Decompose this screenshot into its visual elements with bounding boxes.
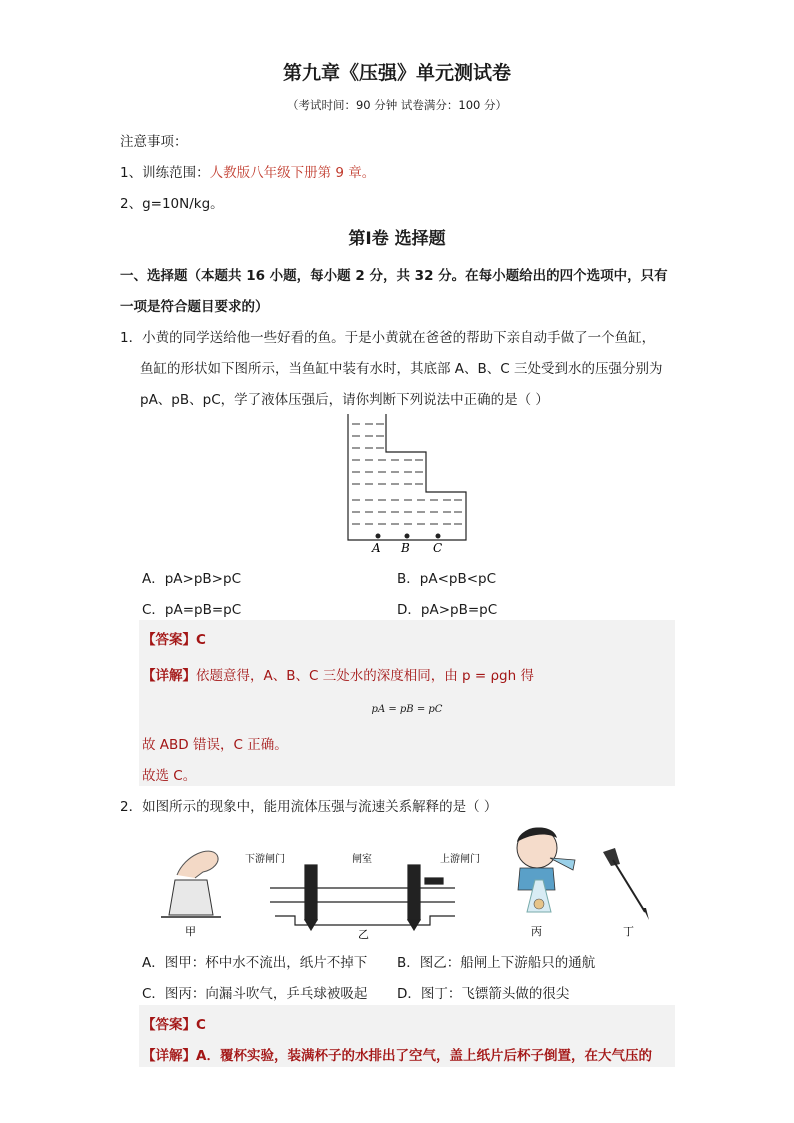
q2-answer-value: C: [196, 1017, 206, 1033]
label-a: A: [372, 541, 381, 555]
q1-detail: [142, 664, 534, 684]
q2-detail: [142, 1044, 652, 1064]
q2-stem: 2．如图所示的现象中，能用流体压强与流速关系解释的是（ ）: [120, 799, 498, 815]
q2-answer-tag: 【答案】: [142, 1017, 196, 1033]
q1-option-c: C．pA=pB=pC: [142, 602, 242, 618]
q2-option-c: C．图丙：向漏斗吹气，乒乓球被吸起: [142, 986, 368, 1002]
q2-detail-tag: 【详解】: [142, 1048, 196, 1064]
q2-answer: [142, 1013, 206, 1033]
notes-item-1: [120, 161, 375, 181]
page-title: 第九章《压强》单元测试卷: [282, 62, 511, 84]
q1-answer-tag: 【答案】: [142, 632, 196, 648]
label-c: C: [433, 541, 443, 555]
exam-info: （考试时间：90 分钟 试卷满分：100 分）: [286, 98, 508, 112]
caption-bing: 丙: [531, 925, 542, 938]
point-b-dot: [405, 534, 410, 539]
notes-item-2: 2、g=10N/kg。: [120, 196, 224, 212]
section-intro-line1: 一、选择题（本题共 16 小题，每小题 2 分，共 32 分。在每小题给出的四个选项中，只有: [120, 268, 668, 284]
notes-heading: 注意事项：: [120, 134, 188, 150]
q1-formula: pA = pB = pC: [371, 704, 443, 715]
section-intro-line2: 一项是符合题目要求的）: [120, 299, 269, 315]
figure-ding-dart: [603, 848, 649, 920]
figure-yi-ship-lock: [270, 865, 455, 930]
q1-answer-box: [139, 620, 675, 786]
q1-stem-line2: 鱼缸的形状如下图所示，当鱼缸中装有水时，其底部 A、B、C 三处受到水的压强分别为: [140, 361, 663, 377]
q1-detail-tag: 【详解】: [142, 668, 196, 684]
q1-option-a: A．pA>pB>pC: [142, 571, 241, 587]
q1-conclusion-2: 故选 C。: [142, 768, 197, 784]
label-lock-chamber: 闸室: [352, 854, 372, 865]
figure-jia-cup: [161, 851, 221, 917]
caption-ding: 丁: [623, 925, 634, 938]
fish-tank-figure: [338, 412, 478, 557]
label-b: B: [401, 541, 410, 555]
caption-yi: 乙: [358, 928, 369, 941]
q2-option-b: B．图乙：船闸上下游船只的通航: [397, 955, 596, 971]
q2-option-a: A．图甲：杯中水不流出，纸片不掉下: [142, 955, 368, 971]
q1-detail-text: 依题意得，A、B、C 三处水的深度相同，由 p = ρgh 得: [196, 668, 534, 684]
caption-jia: 甲: [185, 925, 196, 938]
q1-answer-value: C: [196, 632, 206, 648]
point-c-dot: [436, 534, 441, 539]
notes-item-1-prefix: 1、训练范围：: [120, 165, 210, 181]
notes-item-1-value: 人教版八年级下册第 9 章。: [209, 165, 376, 181]
q2-figures: [155, 820, 655, 945]
section-title: 第Ⅰ卷 选择题: [348, 229, 446, 249]
q2-option-d: D．图丁：飞镖箭头做的很尖: [397, 986, 570, 1002]
q1-option-d: D．pA>pB=pC: [397, 602, 498, 618]
q1-conclusion-1: 故 ABD 错误，C 正确。: [142, 737, 288, 753]
figure-bing-funnel: [517, 827, 575, 912]
q1-stem-line1: 1．小黄的同学送给他一些好看的鱼。于是小黄就在爸爸的帮助下亲自动手做了一个鱼缸，: [120, 330, 656, 346]
q1-answer: [142, 628, 206, 648]
label-downstream-gate: 下游闸门: [245, 854, 285, 865]
q2-detail-text: A．覆杯实验，装满杯子的水排出了空气，盖上纸片后杯子倒置，在大气压的: [196, 1048, 652, 1064]
q1-stem-line3: pA、pB、pC，学了液体压强后，请你判断下列说法中正确的是（ ）: [140, 392, 549, 408]
point-a-dot: [376, 534, 381, 539]
label-upstream-gate: 上游闸门: [440, 854, 480, 865]
q1-option-b: B．pA<pB<pC: [397, 571, 497, 587]
